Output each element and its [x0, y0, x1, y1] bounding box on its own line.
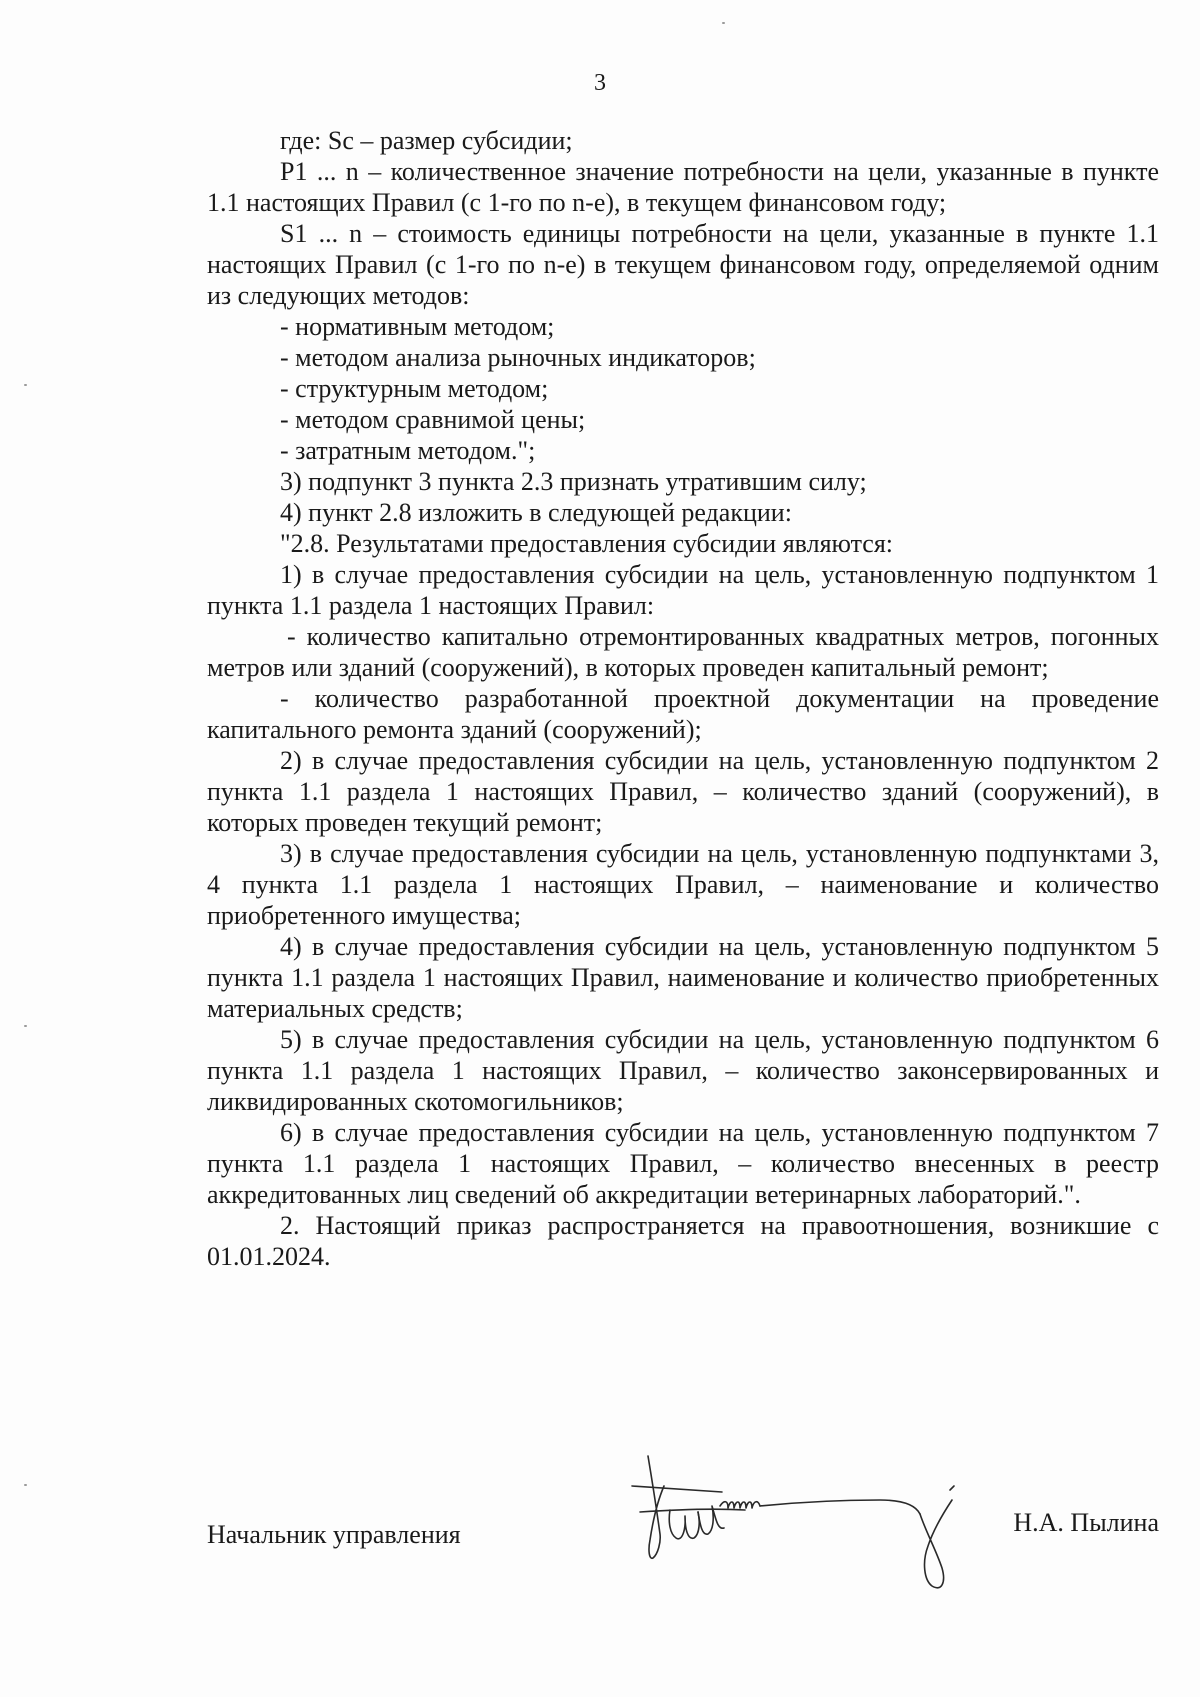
list-item-method: - затратным методом."; — [280, 436, 536, 465]
scan-speck — [24, 1484, 27, 1486]
result-item-6: 6) в случае предоставления субсидии на цель, установленную подпунктом 7 пункта 1.1 раздела 1 настоящих Правил, – количество внесенных в реестр аккредитованных лиц сведений об аккредитации ветеринарных лабораторий.". — [207, 1118, 1159, 1209]
paragraph-clause-2-8: "2.8. Результатами предоставления субсидии являются: — [280, 529, 894, 558]
paragraph-definition-sc: где: Sc – размер субсидии; — [280, 126, 573, 155]
result-item-1: 1) в случае предоставления субсидии на цель, установленную подпунктом 1 пункта 1.1 раздела 1 настоящих Правил: — [207, 560, 1159, 620]
list-item-method: - методом анализа рыночных индикаторов; — [280, 343, 756, 372]
scan-speck — [722, 22, 725, 24]
result-item-2: 2) в случае предоставления субсидии на цель, установленную подпунктом 2 пункта 1.1 раздела 1 настоящих Правил, – количество зданий (сооружений), в которых проведен текущий ремонт; — [207, 746, 1159, 837]
document-body — [207, 125, 1159, 1272]
paragraph-subclause-4: 4) пункт 2.8 изложить в следующей редакции: — [280, 498, 792, 527]
result-item-1-dash-b: - количество разработанной проектной документации на проведение капитального ремонта зданий (сооружений); — [207, 684, 1159, 744]
list-item-method: - нормативным методом; — [280, 312, 555, 341]
paragraph-subclause-3: 3) подпункт 3 пункта 2.3 признать утратившим силу; — [280, 467, 867, 496]
page-number: 3 — [594, 70, 606, 96]
signature-block — [207, 1508, 1159, 1559]
signatory-position: Начальник управления — [207, 1520, 461, 1549]
signatory-name: Н.А. Пылина — [1013, 1508, 1159, 1537]
paragraph-effective-date: 2. Настоящий приказ распространяется на правоотношения, возникшие с 01.01.2024. — [207, 1211, 1159, 1271]
scan-speck — [24, 384, 27, 386]
result-item-1-dash-a: - количество капитально отремонтированных квадратных метров, погонных метров или зданий (сооружений), в которых проведен капитальный ремонт; — [207, 622, 1159, 682]
list-item-method: - структурным методом; — [280, 374, 549, 403]
scan-speck — [24, 1025, 27, 1027]
paragraph-definition-s: S1 ... n – стоимость единицы потребности на цели, указанные в пункте 1.1 настоящих Правил (с 1-го по n-е) в текущем финансовом году, определяемой одним из следующих методов: — [207, 219, 1159, 310]
list-item-method: - методом сравнимой цены; — [280, 405, 586, 434]
result-item-4: 4) в случае предоставления субсидии на цель, установленную подпунктом 5 пункта 1.1 раздела 1 настоящих Правил, наименование и количество приобретенных материальных средств; — [207, 932, 1159, 1023]
result-item-5: 5) в случае предоставления субсидии на цель, установленную подпунктом 6 пункта 1.1 раздела 1 настоящих Правил, – количество законсервированных и ликвидированных скотомогильников; — [207, 1025, 1159, 1116]
paragraph-definition-p: P1 ... n – количественное значение потребности на цели, указанные в пункте 1.1 настоящих Правил (с 1-го по n-е), в текущем финансовом году; — [207, 157, 1159, 217]
result-item-3: 3) в случае предоставления субсидии на цель, установленную подпунктами 3, 4 пункта 1.1 раздела 1 настоящих Правил, – наименование и количество приобретенного имущества; — [207, 839, 1159, 930]
